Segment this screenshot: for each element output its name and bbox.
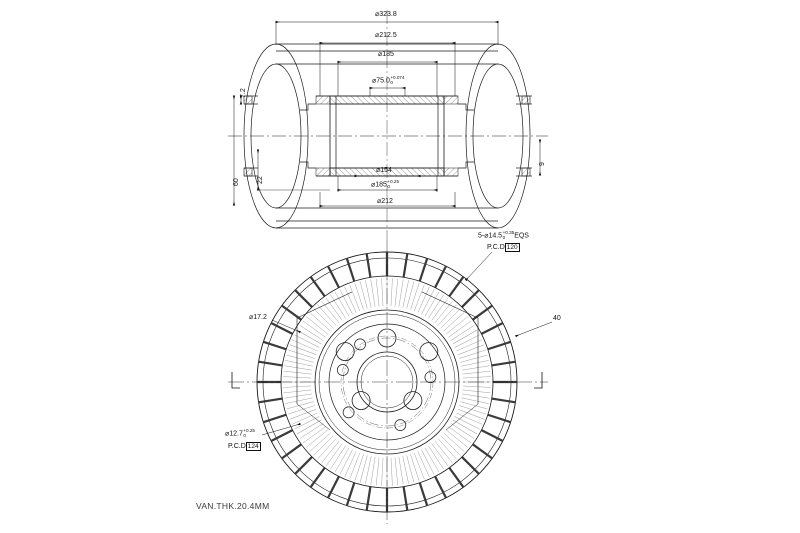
pilot-hole-tolerance: +0.25 0 (243, 428, 255, 438)
callout-pilot-holes: ⌀12.7+0.25 0 (225, 428, 255, 438)
stud-hole-tolerance: +0.35 0 (502, 230, 515, 240)
dim-friction-inner-dia: ⌀212 (377, 198, 393, 205)
drawing-footer-note: VAN.THK.20.4MM (196, 501, 270, 511)
center-bore-tolerance: +0.074 0 (390, 75, 405, 85)
callout-vane-count: 40 (553, 315, 561, 322)
dim-inner-vent-dia: ⌀154 (376, 167, 392, 174)
dim-disc-thickness: 7.2 (240, 88, 247, 98)
dim-hat-od: ⌀212.5 (375, 32, 397, 39)
callout-stud-holes: 5-⌀14.5+0.35 0 EQS (478, 230, 529, 240)
dim-hat-height: 22 (257, 176, 264, 184)
center-bore-value: ⌀75.0 (372, 77, 390, 85)
dim-bolt-face-od: ⌀185 (378, 51, 394, 58)
mount-face-tolerance: +0.25 0 (387, 179, 400, 189)
pilot-pcd-value: 124 (247, 443, 259, 450)
callout-vent-thickness: ⌀17.2 (249, 314, 267, 321)
dim-od-overall: ⌀323.8 (375, 11, 397, 18)
dim-hat-depth-right: 9 (539, 162, 546, 166)
callout-pilot-pcd: P.C.D 124 (228, 443, 259, 450)
stud-pcd-value: 120 (506, 244, 518, 251)
dim-mount-face-dia: ⌀185+0.25 0 (371, 179, 400, 189)
face-view-geometry (228, 240, 548, 524)
callout-stud-pcd: P.C.D 120 (487, 244, 518, 251)
dim-overall-height: 60 (233, 178, 240, 186)
dim-center-bore (372, 76, 405, 86)
